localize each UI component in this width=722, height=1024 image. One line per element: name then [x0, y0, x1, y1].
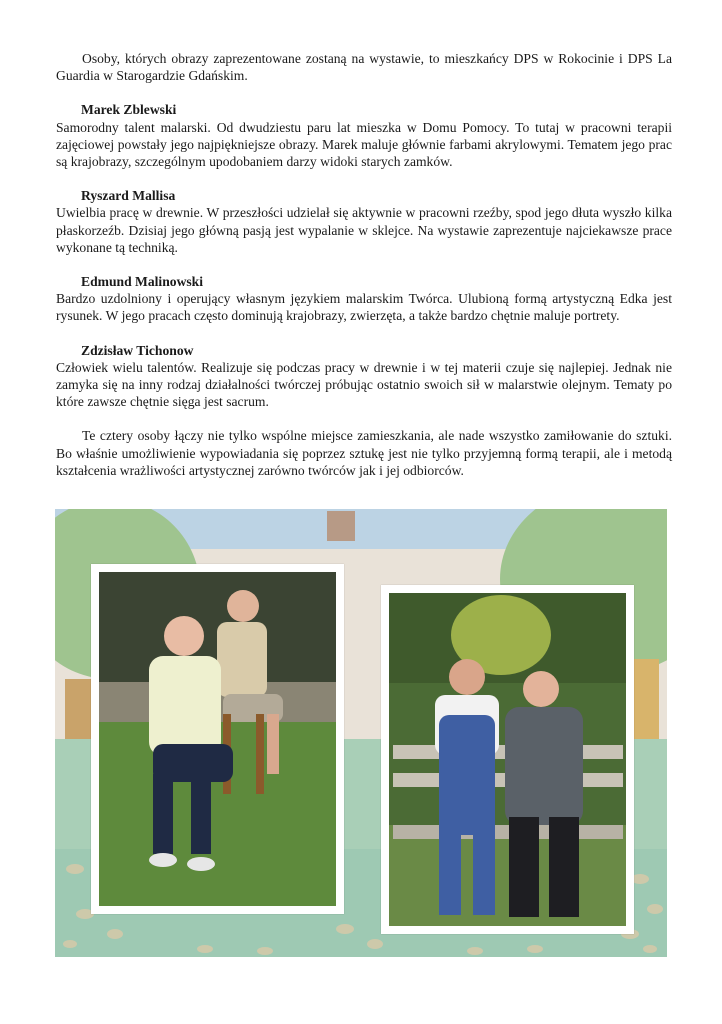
- person-description: Bardzo uzdolniony i operujący własnym językiem malarskim Twórca. Ulubioną formą artystyczną Edka jest rysunek. W jego pracach często dominują krajobrazy, zwierzęta, a także bardzo chętnie maluje portrety.: [56, 291, 672, 324]
- person-name: Marek Zblewski: [81, 102, 177, 118]
- article-text: [56, 50, 672, 479]
- trunk-left: [65, 679, 93, 749]
- intro-paragraph: Osoby, których obrazy zaprezentowane zostaną na wystawie, to mieszkańcy DPS w Rokocinie i DPS La Guardia w Starogardzie Gdańskim.: [56, 51, 672, 84]
- monument-shape: [327, 511, 355, 541]
- person-description: Samorodny talent malarski. Od dwudziestu paru lat mieszka w Domu Pomocy. To tutaj w pracowni terapii zajęciowej powstały jego najpiękniejsze obrazy. Marek maluje głównie farbami akrylowymi. Tematem jego prac są krajobrazy, szczególnym upodobaniem darzy widoki starych zamków.: [56, 119, 672, 170]
- photo-two-men-bench: [381, 585, 634, 934]
- photo-two-men-chairs: [91, 564, 344, 914]
- person-name: Edmund Malinowski: [81, 274, 204, 290]
- person-description: Uwielbia pracę w drewnie. W przeszłości udzielał się aktywnie w pracowni rzeźby, spod jego dłuta wyszło kilka płaskorzeźb. Dzisiaj jego główną pasją jest wypalanie w sklejce. Na wystawie zaprezentuje najciekawsze prace wykonane tą techniką.: [56, 205, 672, 255]
- photo-frame-left: [91, 564, 344, 914]
- closing-paragraph: Te cztery osoby łączy nie tylko wspólne miejsce zamieszkania, ale nade wszystko zamiłowanie do sztuki. Bo właśnie umożliwienie wypowiadania się poprzez sztukę jest nie tylko przyjemną formą terapii, ale i metodą kształcenia wrażliwości artystycznej zarówno twórców jak i jej odbiorców.: [56, 428, 672, 478]
- photo-frame-right: [381, 585, 634, 934]
- person-name: Ryszard Mallisa: [81, 188, 176, 204]
- person-description: Człowiek wielu talentów. Realizuje się podczas pracy w drewnie i w tej materii czuje się najlepiej. Jednak nie zamyka się na inny rodzaj działalności twórczej próbując ostatnio swoich sił w malarstwie olejnym. Tematy po które zawsze chętnie sięga jest sacrum.: [56, 359, 672, 410]
- person-name: Zdzisław Tichonow: [81, 342, 194, 358]
